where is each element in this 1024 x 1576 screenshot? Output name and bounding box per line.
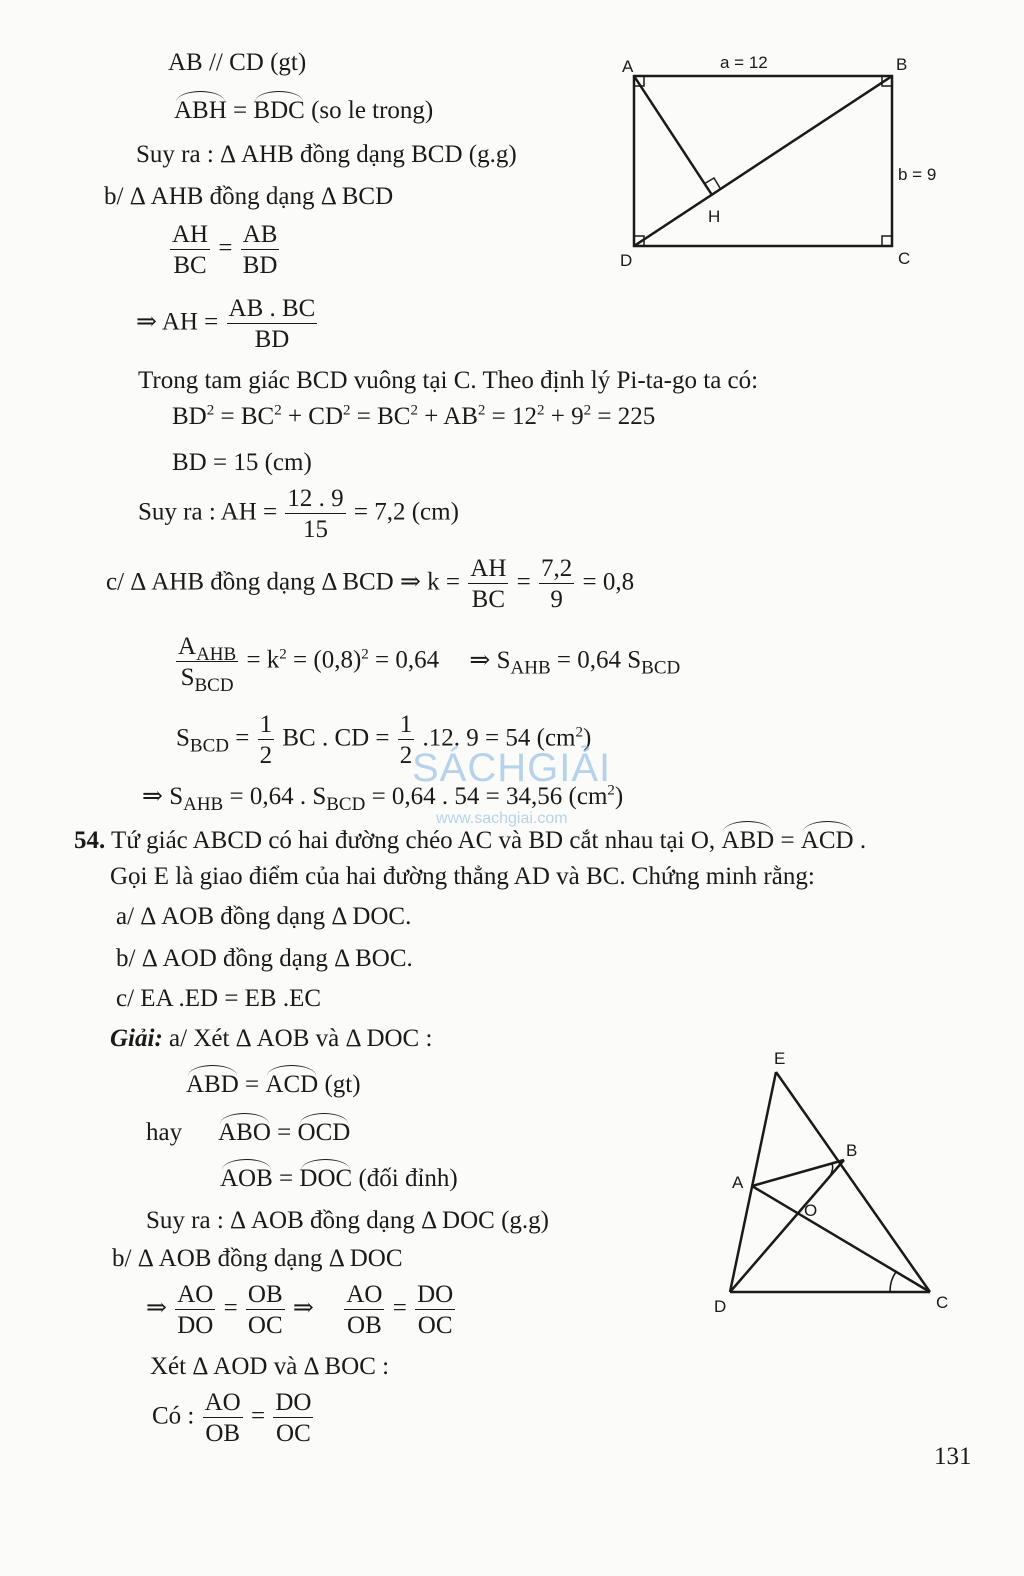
angle-mark-c [890, 1272, 896, 1292]
watermark-url: www.sachgiai.com [436, 810, 568, 827]
text-line: Trong tam giác BCD vuông tại C. Theo định lý Pi-ta-go ta có: [138, 367, 759, 394]
text-line: b/ Δ AHB đồng dạng Δ BCD [104, 183, 394, 210]
numerator: AO [177, 1281, 214, 1308]
equals: = [516, 568, 531, 596]
denominator: 15 [302, 516, 328, 543]
term: = 0,64 . 54 = 34,56 (cm [365, 783, 608, 810]
denominator: 2 [259, 742, 273, 769]
angle-abd: ABD [721, 827, 775, 854]
denominator: BC [173, 252, 207, 279]
text: a/ Xét Δ AOB và Δ DOC : [162, 1025, 433, 1052]
term: ) [614, 783, 624, 810]
numerator: AB . BC [228, 295, 316, 322]
numerator: 12 . 9 [287, 485, 344, 512]
numerator: 7,2 [541, 555, 573, 582]
angle-abo: ABO [218, 1119, 271, 1146]
subscript: AHB [183, 794, 224, 815]
term: = 12 [485, 403, 538, 430]
result: = 7,2 (cm) [353, 498, 459, 526]
angle-acd: ACD [800, 827, 854, 854]
fraction [175, 1282, 215, 1338]
numerator: 1 [259, 711, 273, 738]
angle-bdc: BDC [253, 97, 305, 124]
term: = BC [214, 403, 275, 430]
text: hay [146, 1119, 183, 1146]
term: + CD [281, 403, 344, 430]
point-label-c: C [936, 1293, 949, 1312]
question-b: b/ Δ AOD đồng dạng Δ BOC. [116, 945, 413, 972]
exponent: 2 [537, 402, 545, 419]
fraction [344, 1282, 384, 1338]
equals: = [226, 97, 254, 124]
term: = (0,8) [286, 646, 362, 674]
point-label-b: B [846, 1141, 858, 1160]
fraction [246, 1282, 285, 1338]
fraction [468, 556, 508, 612]
symbol: S [180, 664, 195, 691]
point-label-d: D [620, 251, 633, 270]
subscript: AHB [196, 644, 237, 665]
exponent: 2 [343, 402, 351, 419]
subscript: BCD [326, 794, 366, 815]
fraction [258, 712, 275, 768]
angle-acd: ACD [265, 1071, 319, 1098]
text-line: Xét Δ AOD và Δ BOC : [150, 1353, 390, 1380]
numerator [176, 633, 238, 665]
text-line: Gọi E là giao điểm của hai đường thẳng AD và BC. Chứng minh rằng: [110, 863, 815, 890]
text: . [853, 827, 867, 854]
numerator: AH [470, 555, 507, 582]
denominator: BC [471, 586, 506, 613]
question-c: c/ EA .ED = EB .EC [116, 985, 322, 1012]
term: = 0,64 . S [223, 783, 327, 810]
term: ⇒ S [142, 783, 184, 810]
text-line: Suy ra : Δ AHB đồng dạng BCD (g.g) [136, 141, 517, 168]
exponent: 2 [607, 782, 615, 799]
fraction [170, 222, 210, 278]
problem-number: 54. [74, 827, 106, 854]
term: ) [583, 724, 592, 752]
angle-abd: ABD [186, 1071, 239, 1098]
fraction [273, 1390, 313, 1446]
page-number: 131 [934, 1443, 972, 1470]
exponent: 2 [583, 402, 592, 419]
exponent: 2 [477, 402, 486, 419]
angle-doc: DOC [299, 1165, 353, 1192]
result: = 0,8 [582, 568, 635, 596]
equals: = [250, 1402, 266, 1430]
angle-equation [174, 98, 433, 123]
text-line: BD = 15 (cm) [172, 449, 312, 476]
right-angle-mark-c [882, 236, 892, 246]
point-label-o: O [804, 1201, 818, 1220]
point-label-d: D [714, 1297, 727, 1316]
denominator: 2 [399, 742, 413, 769]
area-ratio [174, 633, 681, 696]
exponent: 2 [410, 402, 418, 419]
term: = BC [350, 403, 411, 430]
prefix: ⇒ AH = [136, 308, 219, 336]
term: = 0,64 S [550, 646, 642, 674]
arrow: ⇒ [146, 1294, 167, 1322]
watermark-logo: SÁCHGIẢI [412, 746, 612, 790]
subscript: BCD [194, 675, 234, 696]
fraction [176, 633, 238, 696]
note: (gt) [318, 1071, 361, 1098]
note: (so le trong) [304, 97, 434, 124]
pythagoras-equation [172, 404, 655, 429]
denominator: BD [254, 326, 290, 353]
prefix: c/ Δ AHB đồng dạng Δ BCD ⇒ k = [106, 568, 461, 596]
numerator: AO [346, 1281, 383, 1308]
fraction [241, 222, 280, 278]
ratio-k [106, 556, 634, 612]
numerator: AH [172, 221, 209, 248]
numerator: OB [247, 1281, 283, 1308]
text-line: AB // CD (gt) [168, 49, 307, 76]
term: .12. 9 = 54 (cm [422, 724, 576, 752]
side-b-label: b = 9 [898, 165, 937, 184]
angle-ocd: OCD [297, 1119, 351, 1146]
term: = 0,64 [368, 646, 440, 674]
denominator: 9 [550, 586, 563, 613]
equals: = [223, 1294, 238, 1322]
angle-equation [220, 1166, 458, 1191]
term: BC . CD = [282, 724, 390, 752]
denominator: DO [177, 1312, 214, 1339]
numerator: DO [275, 1389, 312, 1416]
term: = k [246, 646, 280, 674]
exponent: 2 [206, 402, 215, 419]
problem-54-statement [74, 828, 866, 853]
subscript: BCD [189, 735, 229, 757]
diagonal-bd [730, 1160, 844, 1292]
denominator: BD [242, 252, 278, 279]
ratio-equation [152, 1390, 315, 1446]
term: + AB [417, 403, 478, 430]
angle-equation [146, 1120, 350, 1145]
numerator: 1 [399, 711, 413, 738]
solution-label: Giải: [110, 1025, 163, 1052]
diagonal-bd [634, 76, 892, 246]
denominator: OC [247, 1312, 283, 1339]
text: Tứ giác ABCD có hai đường chéo AC và BD cắt nhau tại O, [105, 827, 722, 854]
term: + 9 [544, 403, 584, 430]
exponent: 2 [279, 646, 287, 663]
text-line: b/ Δ AOB đồng dạng Δ DOC [112, 1245, 403, 1272]
symbol: S [176, 724, 190, 752]
diagonal-ac [752, 1186, 930, 1292]
altitude-ah [634, 76, 712, 195]
numerator: AO [204, 1389, 241, 1416]
term: = 225 [591, 403, 656, 430]
subscript: BCD [641, 657, 681, 679]
line-ec [776, 1072, 930, 1292]
equals: = [238, 1071, 266, 1098]
prefix: Có : [152, 1402, 195, 1430]
segment-ab [752, 1160, 844, 1186]
point-label-b: B [896, 55, 908, 74]
point-label-e: E [774, 1049, 786, 1068]
ratio-chain [146, 1282, 457, 1338]
fraction [227, 296, 318, 352]
angle-aob: AOB [220, 1165, 273, 1192]
numerator: DO [417, 1281, 454, 1308]
subscript: AHB [510, 657, 551, 679]
exponent: 2 [361, 646, 369, 663]
question-a: a/ Δ AOB đồng dạng Δ DOC. [116, 903, 412, 930]
fraction [415, 1282, 455, 1338]
term: BD [172, 403, 207, 430]
denominator: OC [417, 1312, 453, 1339]
exponent: 2 [575, 724, 583, 741]
numerator: AB [242, 221, 278, 248]
ratio-equation [168, 222, 281, 278]
point-label-a: A [622, 57, 634, 76]
prefix: Suy ra : AH = [138, 498, 278, 526]
denominator: OC [276, 1420, 311, 1447]
text-line: Suy ra : Δ AOB đồng dạng Δ DOC (g.g) [146, 1207, 549, 1234]
fraction [539, 556, 574, 612]
side-a-label: a = 12 [720, 53, 768, 72]
angle-abh: ABH [174, 97, 227, 124]
symbol: A [178, 633, 197, 660]
equals: = [270, 1119, 298, 1146]
equals: = [392, 1294, 407, 1322]
term: ⇒ S [469, 646, 511, 674]
rectangle-figure [600, 48, 960, 274]
point-label-h: H [708, 207, 721, 226]
equals: = [228, 724, 250, 752]
fraction [203, 1390, 243, 1446]
denominator: OB [347, 1312, 382, 1339]
equals: = [774, 827, 801, 854]
exponent: 2 [274, 402, 282, 419]
solution-heading [110, 1026, 432, 1051]
ah-formula [136, 296, 319, 352]
equals: = [272, 1165, 300, 1192]
arrow: ⇒ [292, 1294, 314, 1322]
quadrilateral-figure [710, 1040, 970, 1320]
fraction [285, 486, 345, 542]
denominator [179, 662, 236, 696]
point-label-c: C [898, 249, 911, 268]
point-label-a: A [732, 1173, 744, 1192]
angle-equation [186, 1072, 361, 1097]
note: (đối đỉnh) [352, 1165, 458, 1192]
equals: = [218, 234, 233, 262]
ah-value [138, 486, 459, 542]
denominator: OB [205, 1420, 241, 1447]
